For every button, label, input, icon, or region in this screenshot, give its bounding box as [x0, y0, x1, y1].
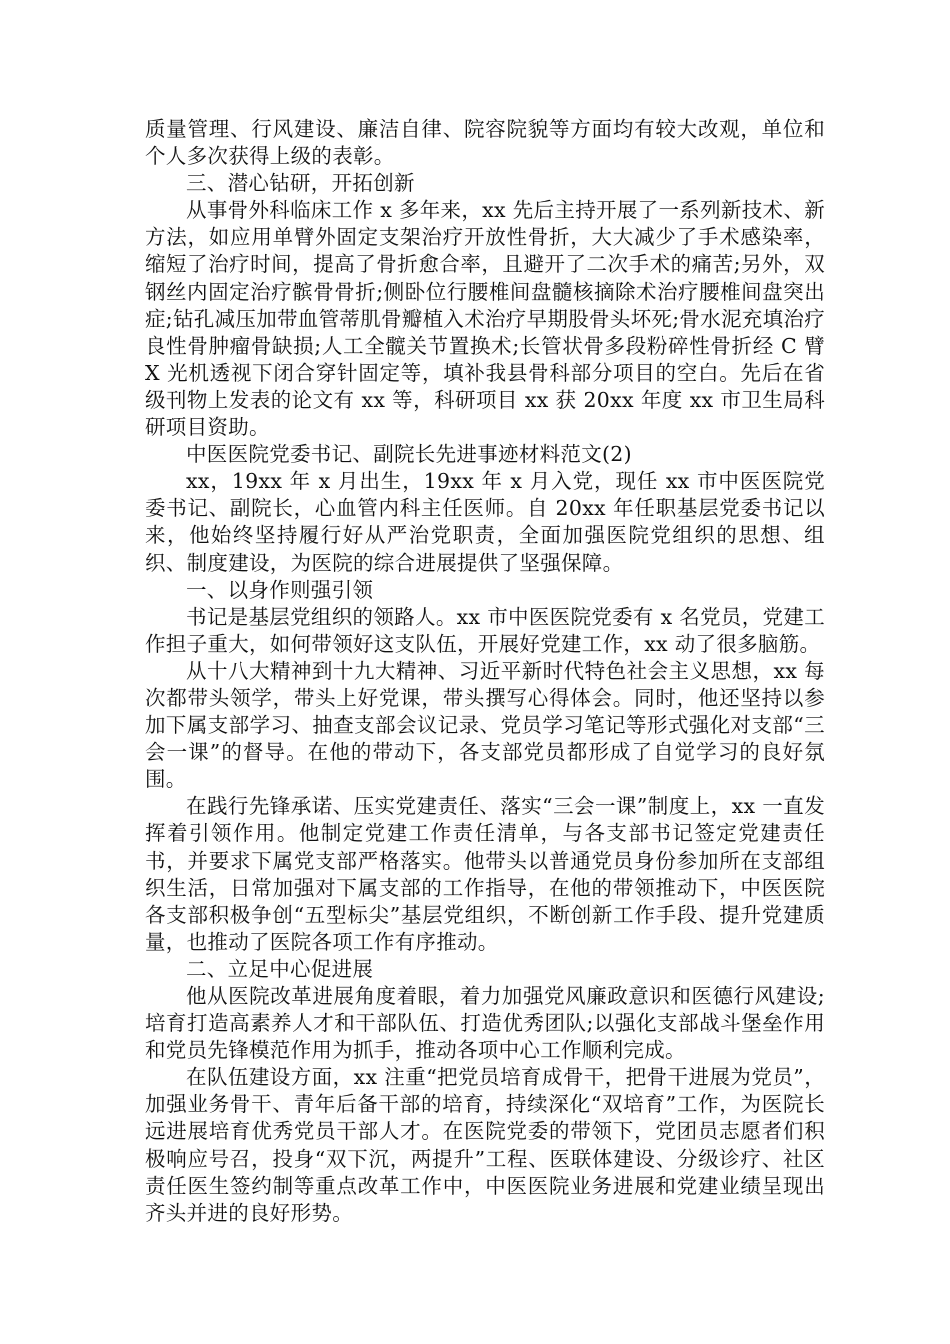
document-body: [145, 116, 825, 1227]
section-heading-3: 三、潜心钻研，开拓创新: [186, 171, 415, 196]
paragraph: 在践行先锋承诺、压实党建责任、落实“三会一课”制度上，xx 一直发挥着引领作用。他制定党建工作责任清单，与各支部书记签定党建责任书，并要求下属党支部严格落实。他带头以普通党员身份参加所在支部组织生活，日常加强对下属支部的工作指导，在他的带领推动下，中医医院各支部积极争创“五型标尖”基层党组织，不断创新工作手段、提升党建质量，也推动了医院各项工作有序推动。: [145, 794, 825, 954]
article-title: 中医医院党委书记、副院长先进事迹材料范文(2): [186, 442, 632, 467]
paragraph: xx，19xx 年 x 月出生，19xx 年 x 月入党，现任 xx 市中医医院党委书记、副院长，心血管内科主任医师。自 20xx 年任职基层党委书记以来，他始终坚持履行好从严治党职责，全面加强医院党组织的思想、组织、制度建设，为医院的综合进展提供了坚强保障。: [145, 469, 825, 575]
section-heading-1: 一、以身作则强引领: [186, 577, 374, 602]
paragraph-continuation: 质量管理、行风建设、廉洁自律、院容院貌等方面均有较大改观，单位和个人多次获得上级的表彰。: [145, 117, 825, 169]
paragraph: 他从医院改革进展角度着眼，着力加强党风廉政意识和医德行风建设;培育打造高素养人才和干部队伍、打造优秀团队;以强化支部战斗堡垒作用和党员先锋模范作用为抓手，推动各项中心工作顺利完成。: [145, 984, 825, 1063]
section-heading-2: 二、立足中心促进展: [186, 956, 374, 981]
paragraph: 从十八大精神到十九大精神、习近平新时代特色社会主义思想，xx 每次都带头领学，带头上好党课，带头撰写心得体会。同时，他还坚持以参加下属支部学习、抽查支部会议记录、党员学习笔记等形式强化对支部“三会一课”的督导。在他的带动下，各支部党员都形成了自觉学习的良好氛围。: [145, 658, 825, 792]
paragraph: 书记是基层党组织的领路人。xx 市中医医院党委有 x 名党员，党建工作担子重大，如何带领好这支队伍，开展好党建工作，xx 动了很多脑筋。: [145, 604, 825, 656]
paragraph: 从事骨外科临床工作 x 多年来，xx 先后主持开展了一系列新技术、新方法，如应用单臂外固定支架治疗开放性骨折，大大减少了手术感染率，缩短了治疗时间，提高了骨折愈合率，且避开了二次手术的痛苦;另外，双钢丝内固定治疗髌骨骨折;侧卧位行腰椎间盘髓核摘除术治疗腰椎间盘突出症;钻孔减压加带血管蒂肌骨瓣植入术治疗早期股骨头坏死;骨水泥充填治疗良性骨肿瘤骨缺损;人工全髋关节置换术;长管状骨多段粉碎性骨折经 C 臂 X 光机透视下闭合穿针固定等，填补我县骨科部分项目的空白。先后在省级刊物上发表的论文有 xx 等，科研项目 xx 获 20xx 年度 xx 市卫生局科研项目资助。: [145, 198, 826, 440]
paragraph: 在队伍建设方面，xx 注重“把党员培育成骨干，把骨干进展为党员”，加强业务骨干、青年后备干部的培育，持续深化“双培育”工作，为医院长远进展培育优秀党员干部人才。在医院党委的带领下，党团员志愿者们积极响应号召，投身“双下沉，两提升”工程、医联体建设、分级诊疗、社区责任医生签约制等重点改革工作中，中医医院业务进展和党建业绩呈现出齐头并进的良好形势。: [145, 1065, 825, 1225]
